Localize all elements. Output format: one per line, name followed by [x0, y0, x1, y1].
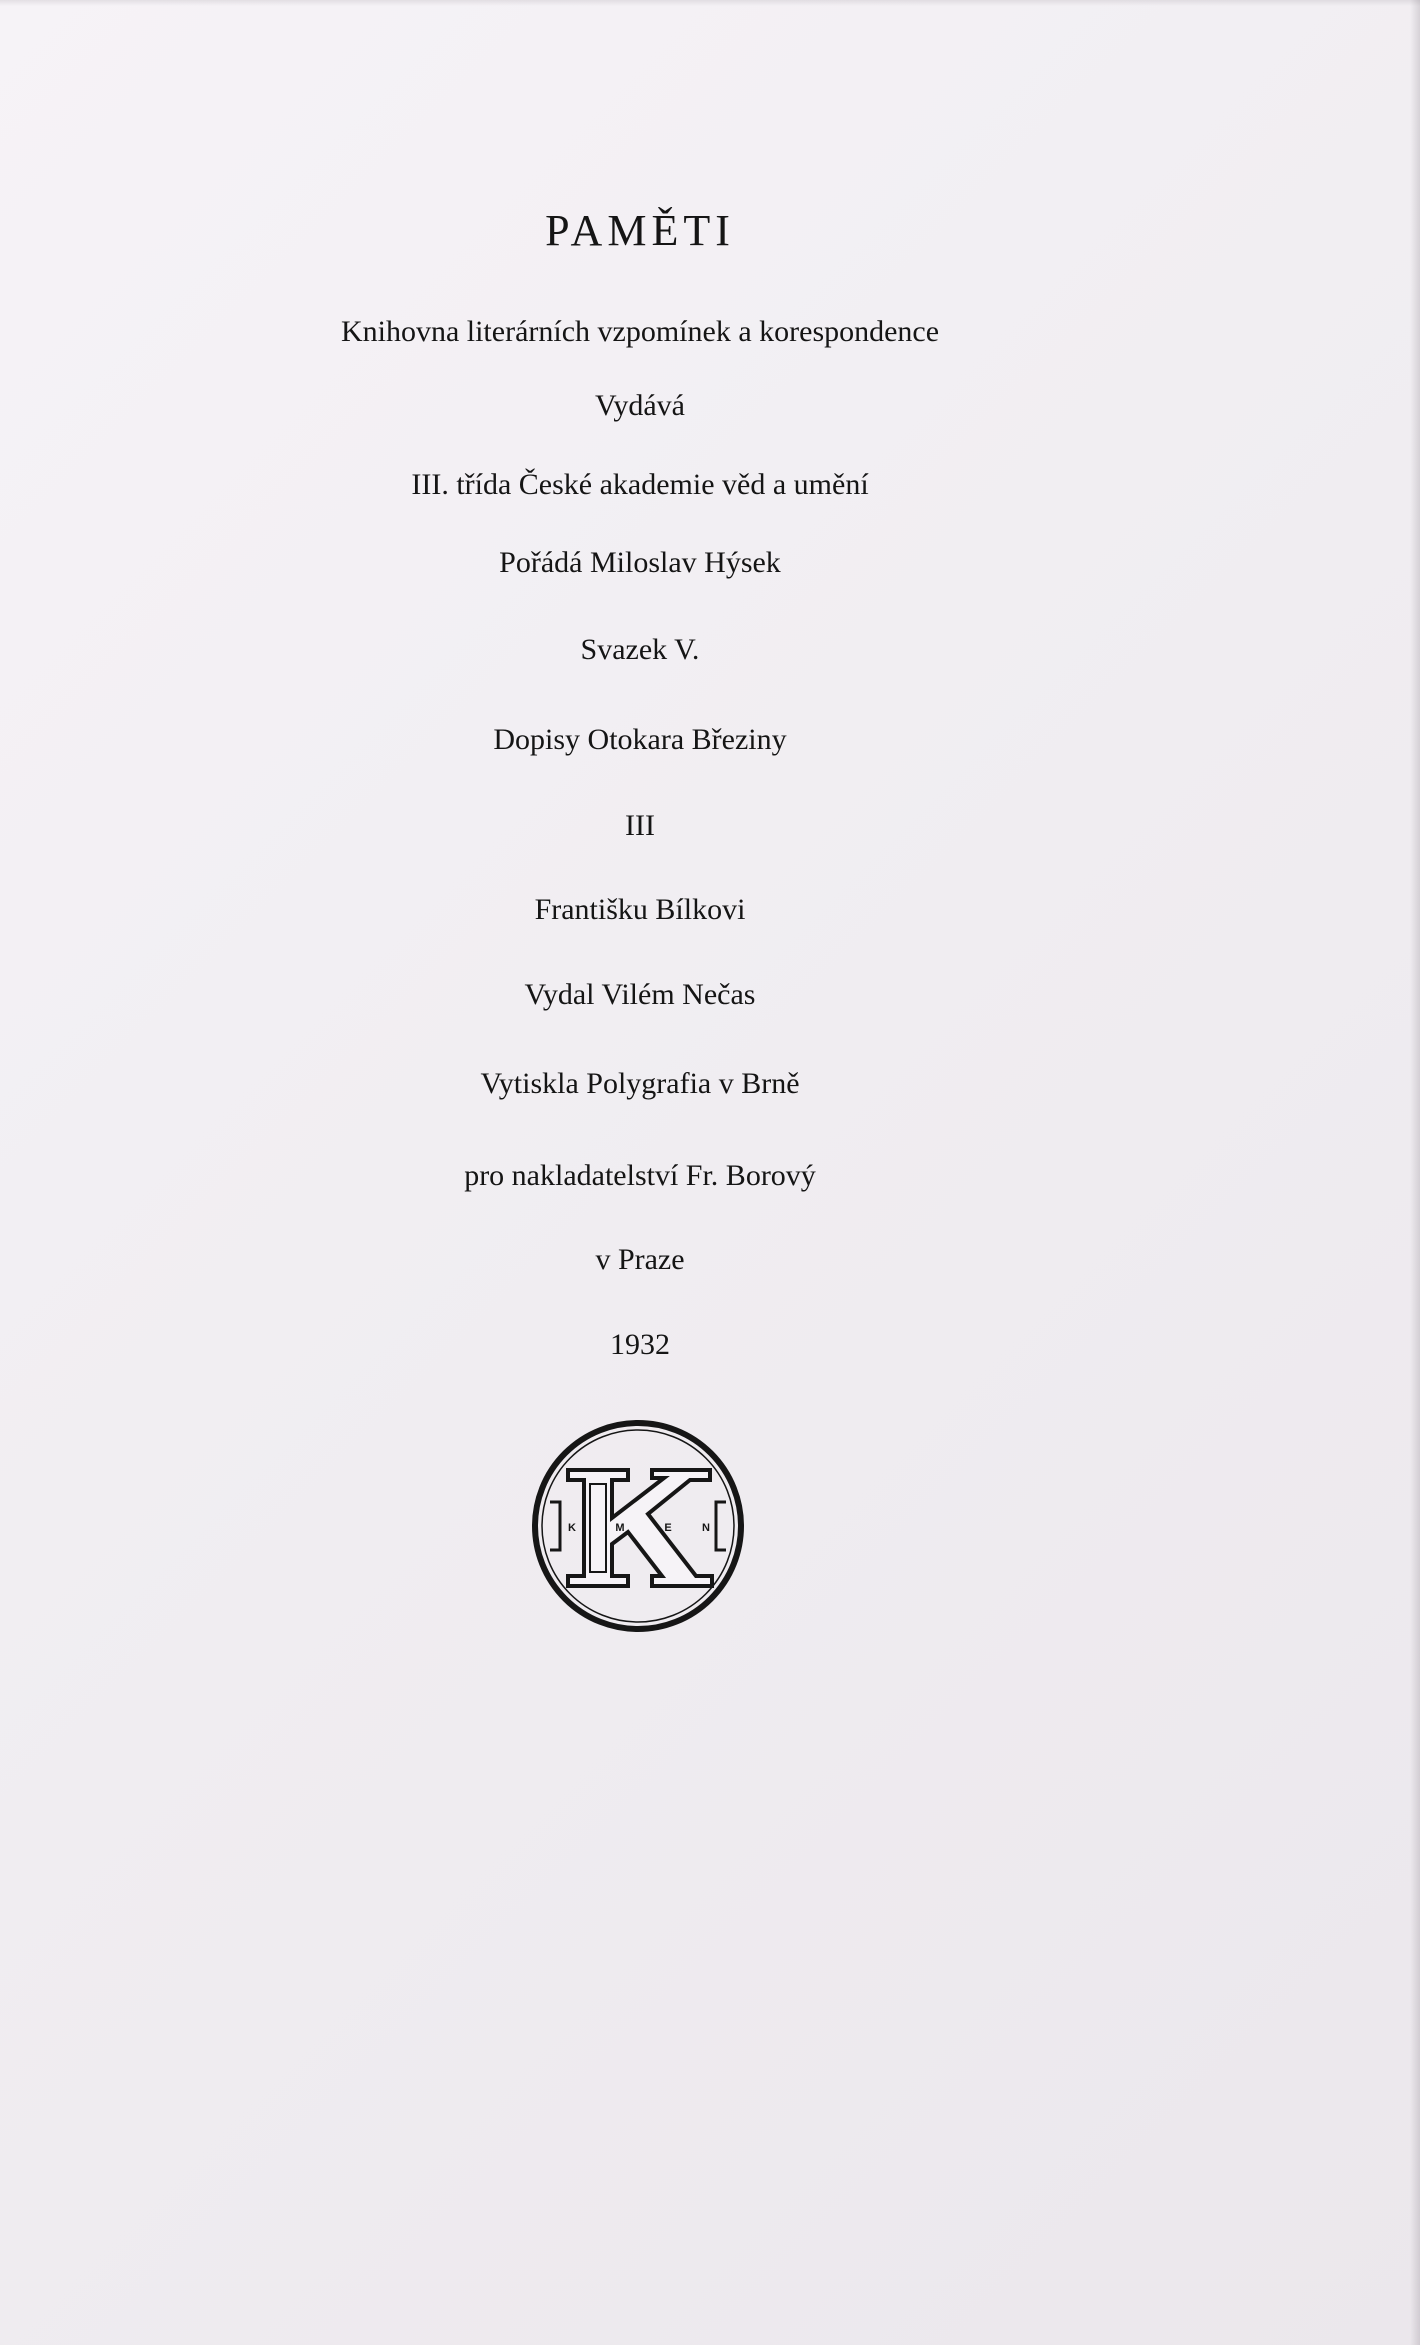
series-title: PAMĚTI: [545, 206, 735, 255]
printer: Vytiskla Polygrafia v Brně: [480, 1067, 800, 1100]
page-edge-top: [0, 0, 1420, 6]
kmen-publisher-logo: [530, 1418, 746, 1634]
part-number: III: [625, 809, 655, 842]
edited-by: Vydal Vilém Nečas: [524, 978, 756, 1011]
work-title: Dopisy Otokara Březiny: [493, 723, 787, 756]
year: 1932: [610, 1328, 670, 1361]
publisher: III. třída České akademie věd a umění: [411, 468, 869, 501]
logo-letter-e: E: [664, 1522, 672, 1534]
page-edge-right: [1410, 0, 1420, 2345]
recipient: Františku Bílkovi: [534, 893, 746, 926]
logo-letter-n: N: [702, 1522, 710, 1534]
published-by-label: Vydává: [595, 389, 685, 422]
series-editor: Pořádá Miloslav Hýsek: [499, 546, 781, 579]
logo-letter-k: K: [568, 1522, 576, 1534]
for-publisher: pro nakladatelství Fr. Borový: [464, 1159, 816, 1192]
place: v Praze: [595, 1243, 685, 1276]
series-subtitle: Knihovna literárních vzpomínek a korespondence: [340, 315, 940, 348]
volume-number: Svazek V.: [580, 633, 700, 666]
logo-letter-m: M: [615, 1522, 625, 1534]
